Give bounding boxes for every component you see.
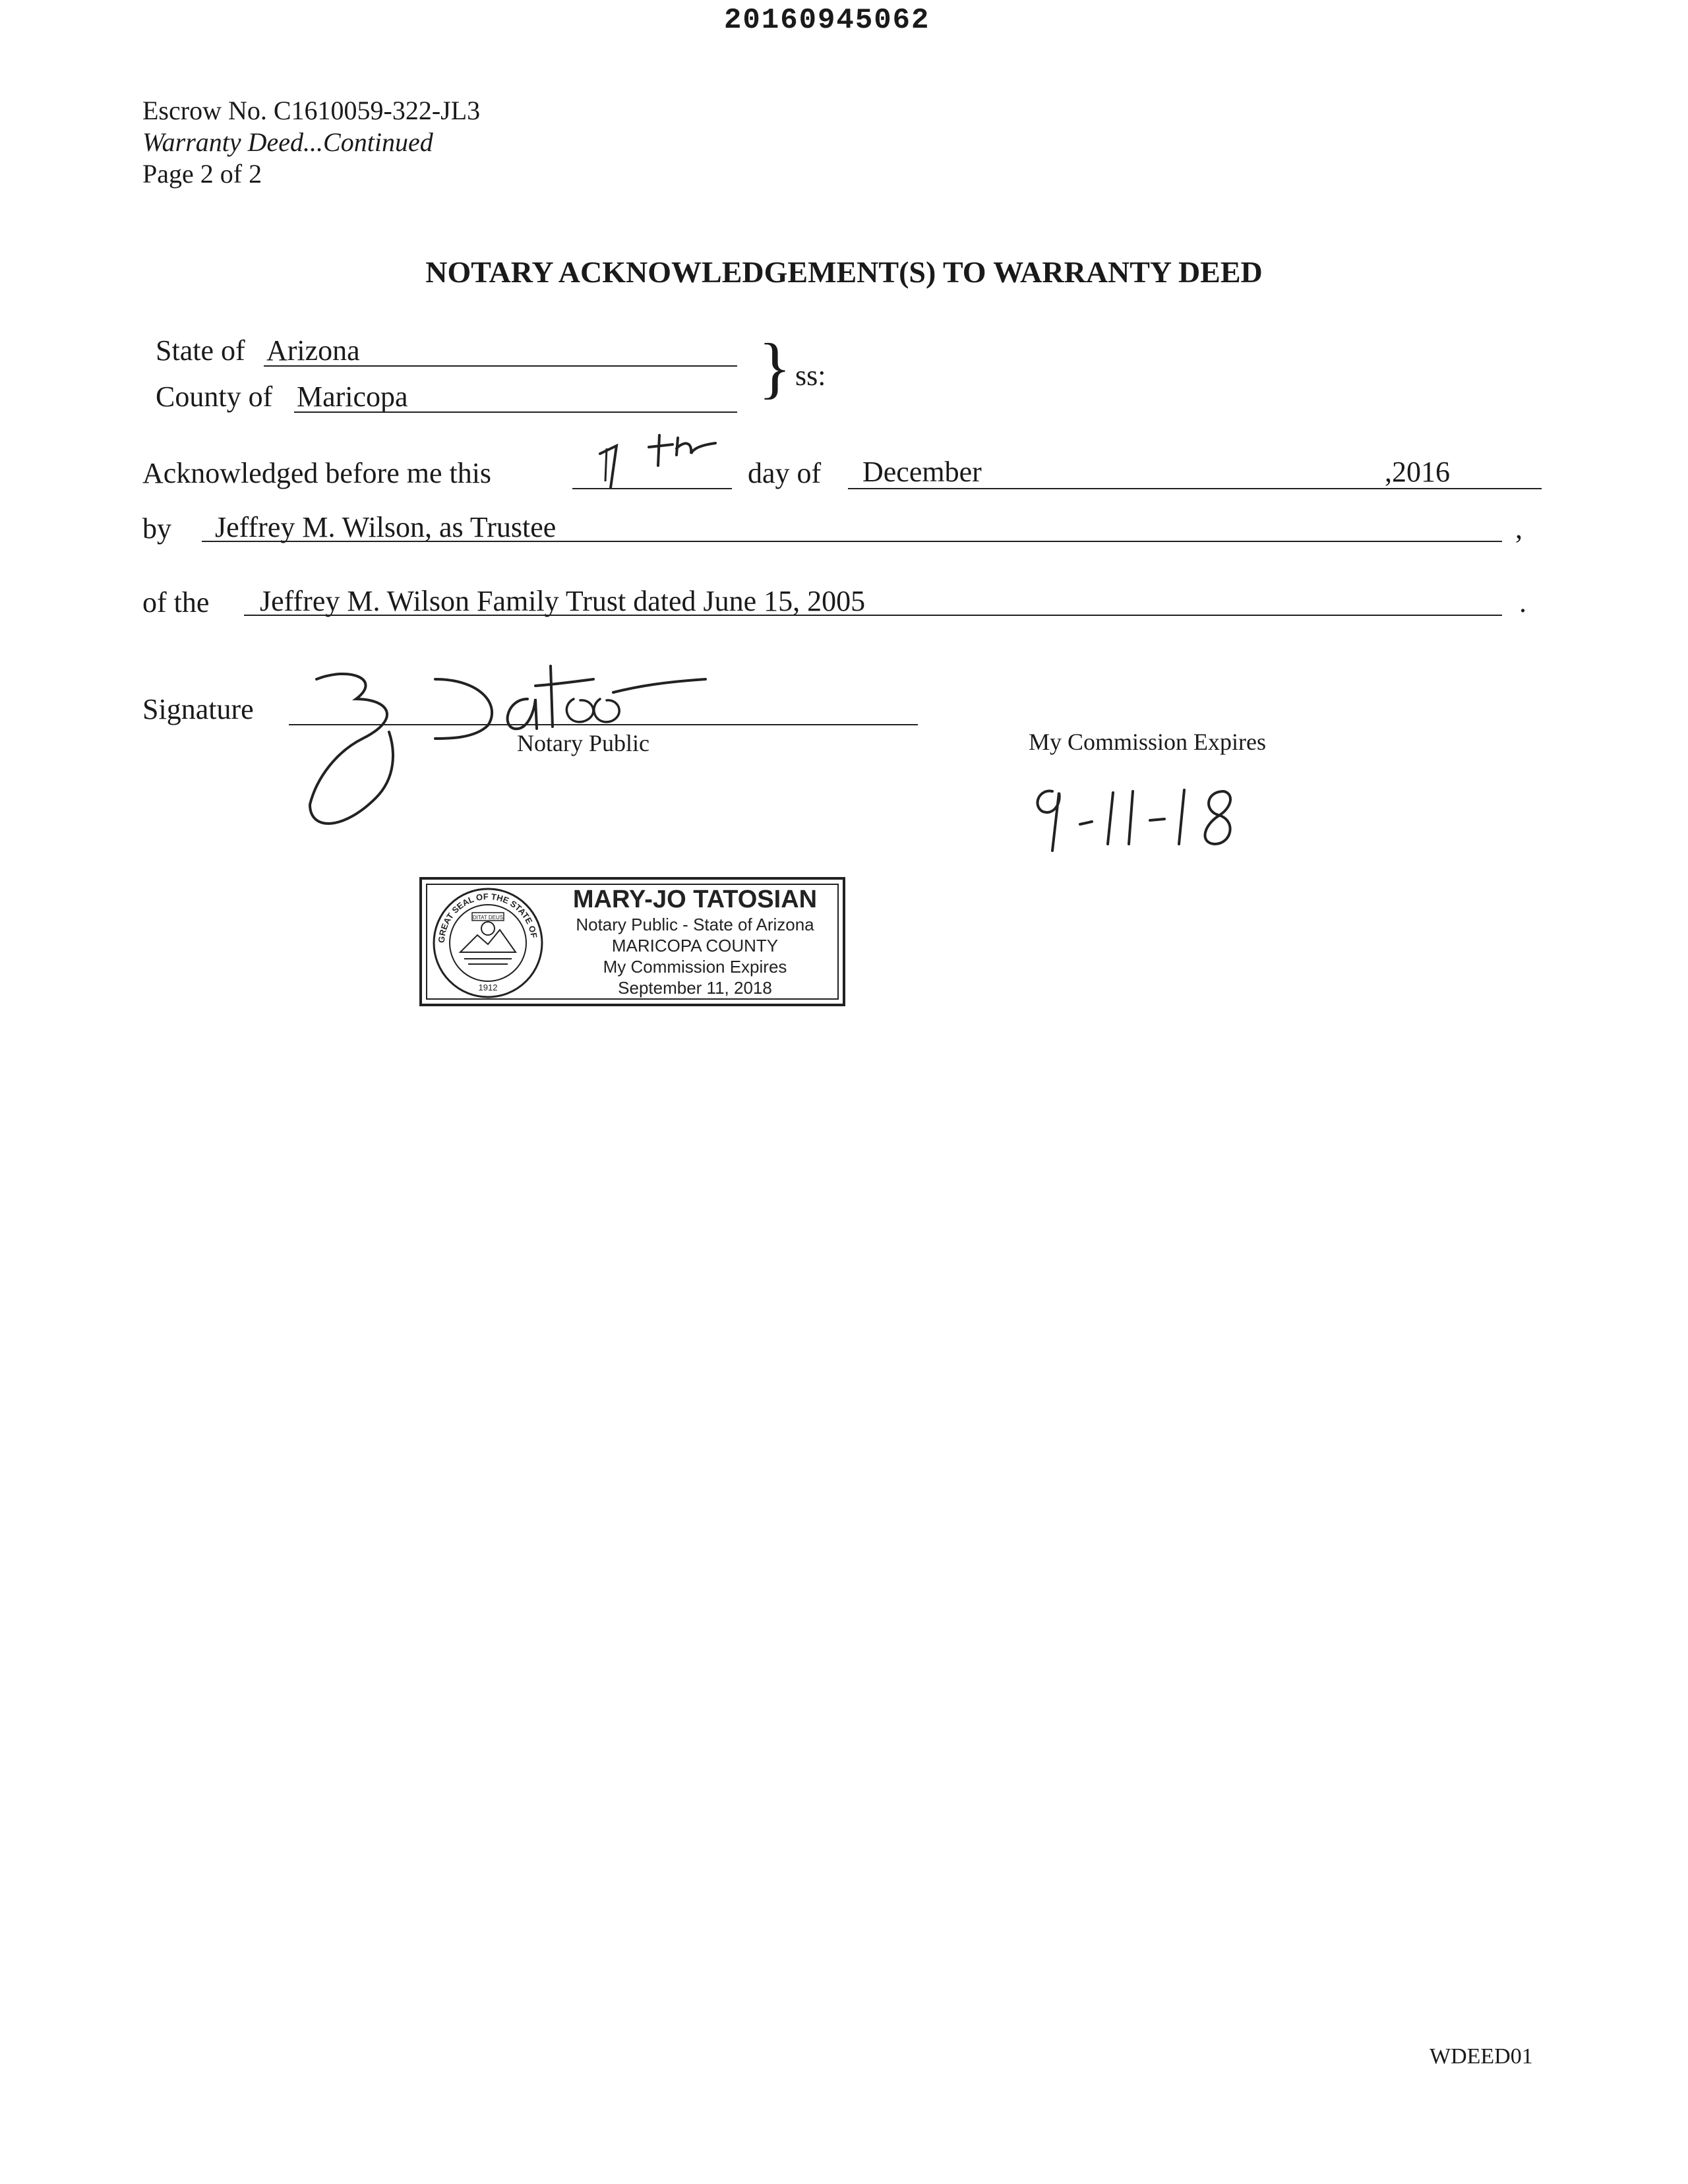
county-label: County of xyxy=(156,380,273,413)
state-underline xyxy=(264,365,737,367)
county-underline xyxy=(294,411,737,413)
of-end-period: . xyxy=(1519,586,1526,619)
trust-underline xyxy=(244,615,1502,616)
seal-motto: DITAT DEUS xyxy=(472,915,504,921)
page-indicator: Page 2 of 2 xyxy=(142,159,262,189)
form-code: WDEED01 xyxy=(1430,2044,1533,2069)
notary-signature xyxy=(290,653,712,844)
month-value: December xyxy=(862,456,982,488)
stamp-name: MARY-JO TATOSIAN xyxy=(572,886,818,913)
signature-label: Signature xyxy=(142,693,254,725)
escrow-number: Escrow No. C1610059-322-JL3 xyxy=(142,96,481,125)
document-title: NOTARY ACKNOWLEDGEMENT(S) TO WARRANTY DEED xyxy=(425,255,1263,289)
by-label: by xyxy=(142,512,171,545)
notary-public-label: Notary Public xyxy=(517,730,649,756)
recording-number: 20160945062 xyxy=(724,4,930,37)
handwritten-day xyxy=(580,429,732,495)
day-of-label: day of xyxy=(748,457,822,489)
of-label: of the xyxy=(142,586,210,619)
stamp-line-2: MARICOPA COUNTY xyxy=(611,936,779,956)
state-label: State of xyxy=(156,334,245,367)
state-value: Arizona xyxy=(266,334,360,367)
by-end-comma: , xyxy=(1515,512,1522,545)
continued-label: Warranty Deed...Continued xyxy=(142,127,433,157)
trust-value: Jeffrey M. Wilson Family Trust dated June 15, 2005 xyxy=(260,585,866,617)
stamp-text xyxy=(550,885,840,998)
seal-ring-text: GREAT SEAL OF THE STATE OF ARIZONA xyxy=(427,878,539,944)
stamp-line-1: Notary Public - State of Arizona xyxy=(576,915,814,934)
stamp-line-3: My Commission Expires xyxy=(603,957,787,977)
month-underline xyxy=(848,488,1542,489)
commission-date-handwritten xyxy=(1026,778,1263,857)
by-value: Jeffrey M. Wilson, as Trustee xyxy=(215,511,557,543)
brace-glyph: } xyxy=(758,330,791,406)
ss-label: ss: xyxy=(795,359,826,392)
commission-label: My Commission Expires xyxy=(1029,729,1267,755)
ack-label: Acknowledged before me this xyxy=(142,457,492,489)
county-value: Maricopa xyxy=(297,380,408,413)
notary-stamp xyxy=(419,877,845,1006)
year-value: ,2016 xyxy=(1385,456,1450,488)
state-seal xyxy=(427,878,545,1000)
by-underline xyxy=(202,541,1502,542)
stamp-line-4: September 11, 2018 xyxy=(618,978,772,998)
seal-year: 1912 xyxy=(478,983,498,992)
